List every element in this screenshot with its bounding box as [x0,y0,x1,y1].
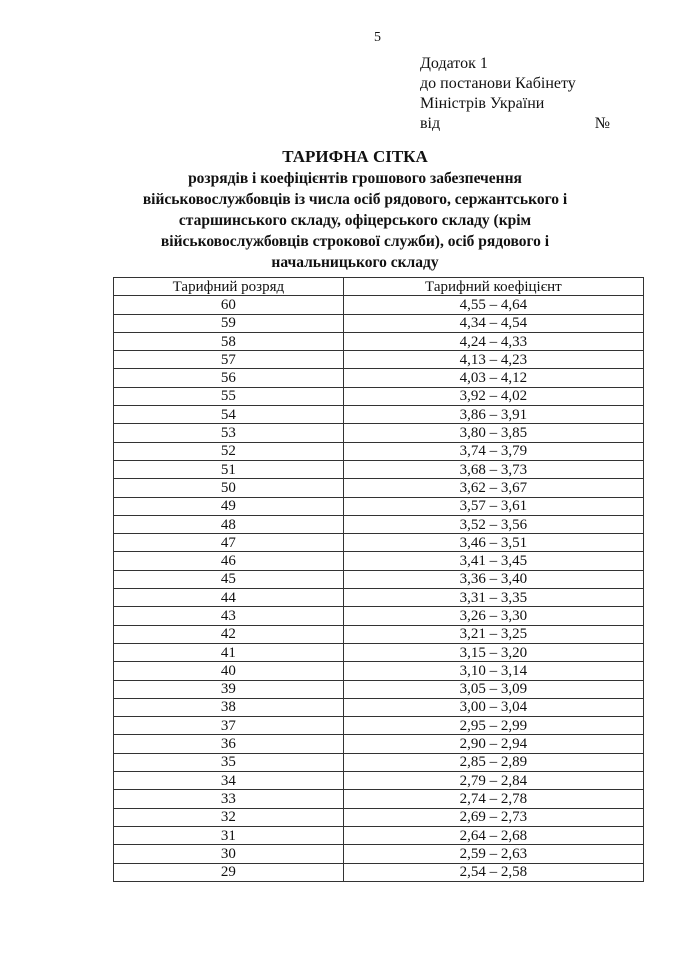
table-row [114,515,644,533]
table-row [114,497,644,515]
table-row [114,863,644,881]
tariff-grade-cell: 52 [114,442,344,460]
tariff-coefficient-cell: 2,90 – 2,94 [343,735,643,753]
annex-line-1: Додаток 1 [420,55,488,72]
table-row [114,698,644,716]
tariff-coefficient-cell: 4,03 – 4,12 [343,369,643,387]
table-row [114,369,644,387]
tariff-grade-cell: 37 [114,717,344,735]
tariff-grade-cell: 49 [114,497,344,515]
tariff-grade-cell: 43 [114,607,344,625]
title-sub-line: військовослужбовців із числа осіб рядового, сержантського і [142,191,568,208]
table-row [114,442,644,460]
table-row [114,826,644,844]
tariff-coefficient-cell: 3,00 – 3,04 [343,698,643,716]
table-row [114,589,644,607]
table-body [114,296,644,882]
tariff-coefficient-cell: 2,59 – 2,63 [343,845,643,863]
table-row [114,662,644,680]
tariff-coefficient-cell: 3,86 – 3,91 [343,406,643,424]
tariff-grade-cell: 45 [114,570,344,588]
tariff-grade-cell: 55 [114,387,344,405]
tariff-coefficient-cell: 2,69 – 2,73 [343,808,643,826]
tariff-coefficient-cell: 3,10 – 3,14 [343,662,643,680]
table-row [114,460,644,478]
title-main: ТАРИФНА СІТКА [282,147,428,166]
tariff-grade-cell: 56 [114,369,344,387]
tariff-coefficient-cell: 4,34 – 4,54 [343,314,643,332]
tariff-coefficient-cell: 2,95 – 2,99 [343,717,643,735]
tariff-coefficient-cell: 3,80 – 3,85 [343,424,643,442]
tariff-coefficient-cell: 4,24 – 4,33 [343,332,643,350]
tariff-coefficient-cell: 3,92 – 4,02 [343,387,643,405]
table-row [114,332,644,350]
tariff-grade-cell: 58 [114,332,344,350]
tariff-coefficient-cell: 2,54 – 2,58 [343,863,643,881]
tariff-coefficient-cell: 3,05 – 3,09 [343,680,643,698]
tariff-grade-cell: 34 [114,772,344,790]
annex-number-label: № [594,115,610,132]
tariff-coefficient-cell: 2,74 – 2,78 [343,790,643,808]
tariff-grade-cell: 36 [114,735,344,753]
tariff-grade-cell: 54 [114,406,344,424]
tariff-coefficient-cell: 3,62 – 3,67 [343,479,643,497]
tariff-grade-cell: 31 [114,826,344,844]
annex-line-3: Міністрів України [420,95,545,112]
tariff-coefficient-cell: 4,13 – 4,23 [343,351,643,369]
tariff-grade-cell: 30 [114,845,344,863]
table-row [114,424,644,442]
table-row [114,735,644,753]
annex-line-2: до постанови Кабінету [420,75,576,92]
tariff-grade-cell: 35 [114,753,344,771]
tariff-coefficient-cell: 3,36 – 3,40 [343,570,643,588]
annex-date-number-line [420,114,610,134]
table-row [114,808,644,826]
tariff-grade-cell: 29 [114,863,344,881]
tariff-grade-cell: 47 [114,534,344,552]
table-row [114,552,644,570]
tariff-coefficient-cell: 2,64 – 2,68 [343,826,643,844]
tariff-coefficient-cell: 3,15 – 3,20 [343,643,643,661]
tariff-grade-cell: 46 [114,552,344,570]
document-title [110,146,600,273]
tariff-coefficient-cell: 3,46 – 3,51 [343,534,643,552]
tariff-coefficient-cell: 3,52 – 3,56 [343,515,643,533]
title-sub-line: старшинського складу, офіцерського складу (крім [178,212,532,229]
table-row [114,607,644,625]
table-row [114,790,644,808]
table-row [114,296,644,314]
table-row [114,387,644,405]
table-row [114,680,644,698]
table-row [114,570,644,588]
tariff-coefficient-cell: 2,79 – 2,84 [343,772,643,790]
tariff-coefficient-cell: 4,55 – 4,64 [343,296,643,314]
tariff-grade-cell: 33 [114,790,344,808]
tariff-grade-cell: 57 [114,351,344,369]
tariff-grade-cell: 51 [114,460,344,478]
tariff-coefficient-cell: 3,26 – 3,30 [343,607,643,625]
table-row [114,479,644,497]
tariff-grade-cell: 59 [114,314,344,332]
table-row [114,753,644,771]
tariff-grade-cell: 50 [114,479,344,497]
table-row [114,314,644,332]
tariff-grid-table [113,277,644,882]
title-sub-line: військовослужбовців строкової служби), осіб рядового і [160,233,550,250]
tariff-coefficient-cell: 3,68 – 3,73 [343,460,643,478]
header-tariff-coefficient: Тарифний коефіцієнт [343,278,643,296]
tariff-coefficient-cell: 3,57 – 3,61 [343,497,643,515]
tariff-coefficient-cell: 3,41 – 3,45 [343,552,643,570]
tariff-coefficient-cell: 3,21 – 3,25 [343,625,643,643]
page-number: 5 [374,30,381,45]
table-row [114,625,644,643]
table-header-row [114,278,644,296]
annex-date-label: від [420,115,441,132]
tariff-grade-cell: 32 [114,808,344,826]
table-row [114,643,644,661]
tariff-grade-cell: 60 [114,296,344,314]
title-sub-line: розрядів і коефіцієнтів грошового забезпечення [188,170,522,187]
table-row [114,717,644,735]
tariff-coefficient-cell: 3,31 – 3,35 [343,589,643,607]
annex-header [420,54,620,134]
tariff-grade-cell: 53 [114,424,344,442]
title-sub-line: начальницького складу [271,254,439,271]
tariff-grade-cell: 42 [114,625,344,643]
table-row [114,406,644,424]
table-row [114,845,644,863]
table-row [114,534,644,552]
tariff-coefficient-cell: 2,85 – 2,89 [343,753,643,771]
tariff-coefficient-cell: 3,74 – 3,79 [343,442,643,460]
table-row [114,772,644,790]
tariff-grade-cell: 41 [114,643,344,661]
tariff-grade-cell: 39 [114,680,344,698]
tariff-grade-cell: 40 [114,662,344,680]
header-tariff-grade: Тарифний розряд [114,278,344,296]
table-row [114,351,644,369]
tariff-grade-cell: 38 [114,698,344,716]
tariff-grade-cell: 44 [114,589,344,607]
tariff-grade-cell: 48 [114,515,344,533]
